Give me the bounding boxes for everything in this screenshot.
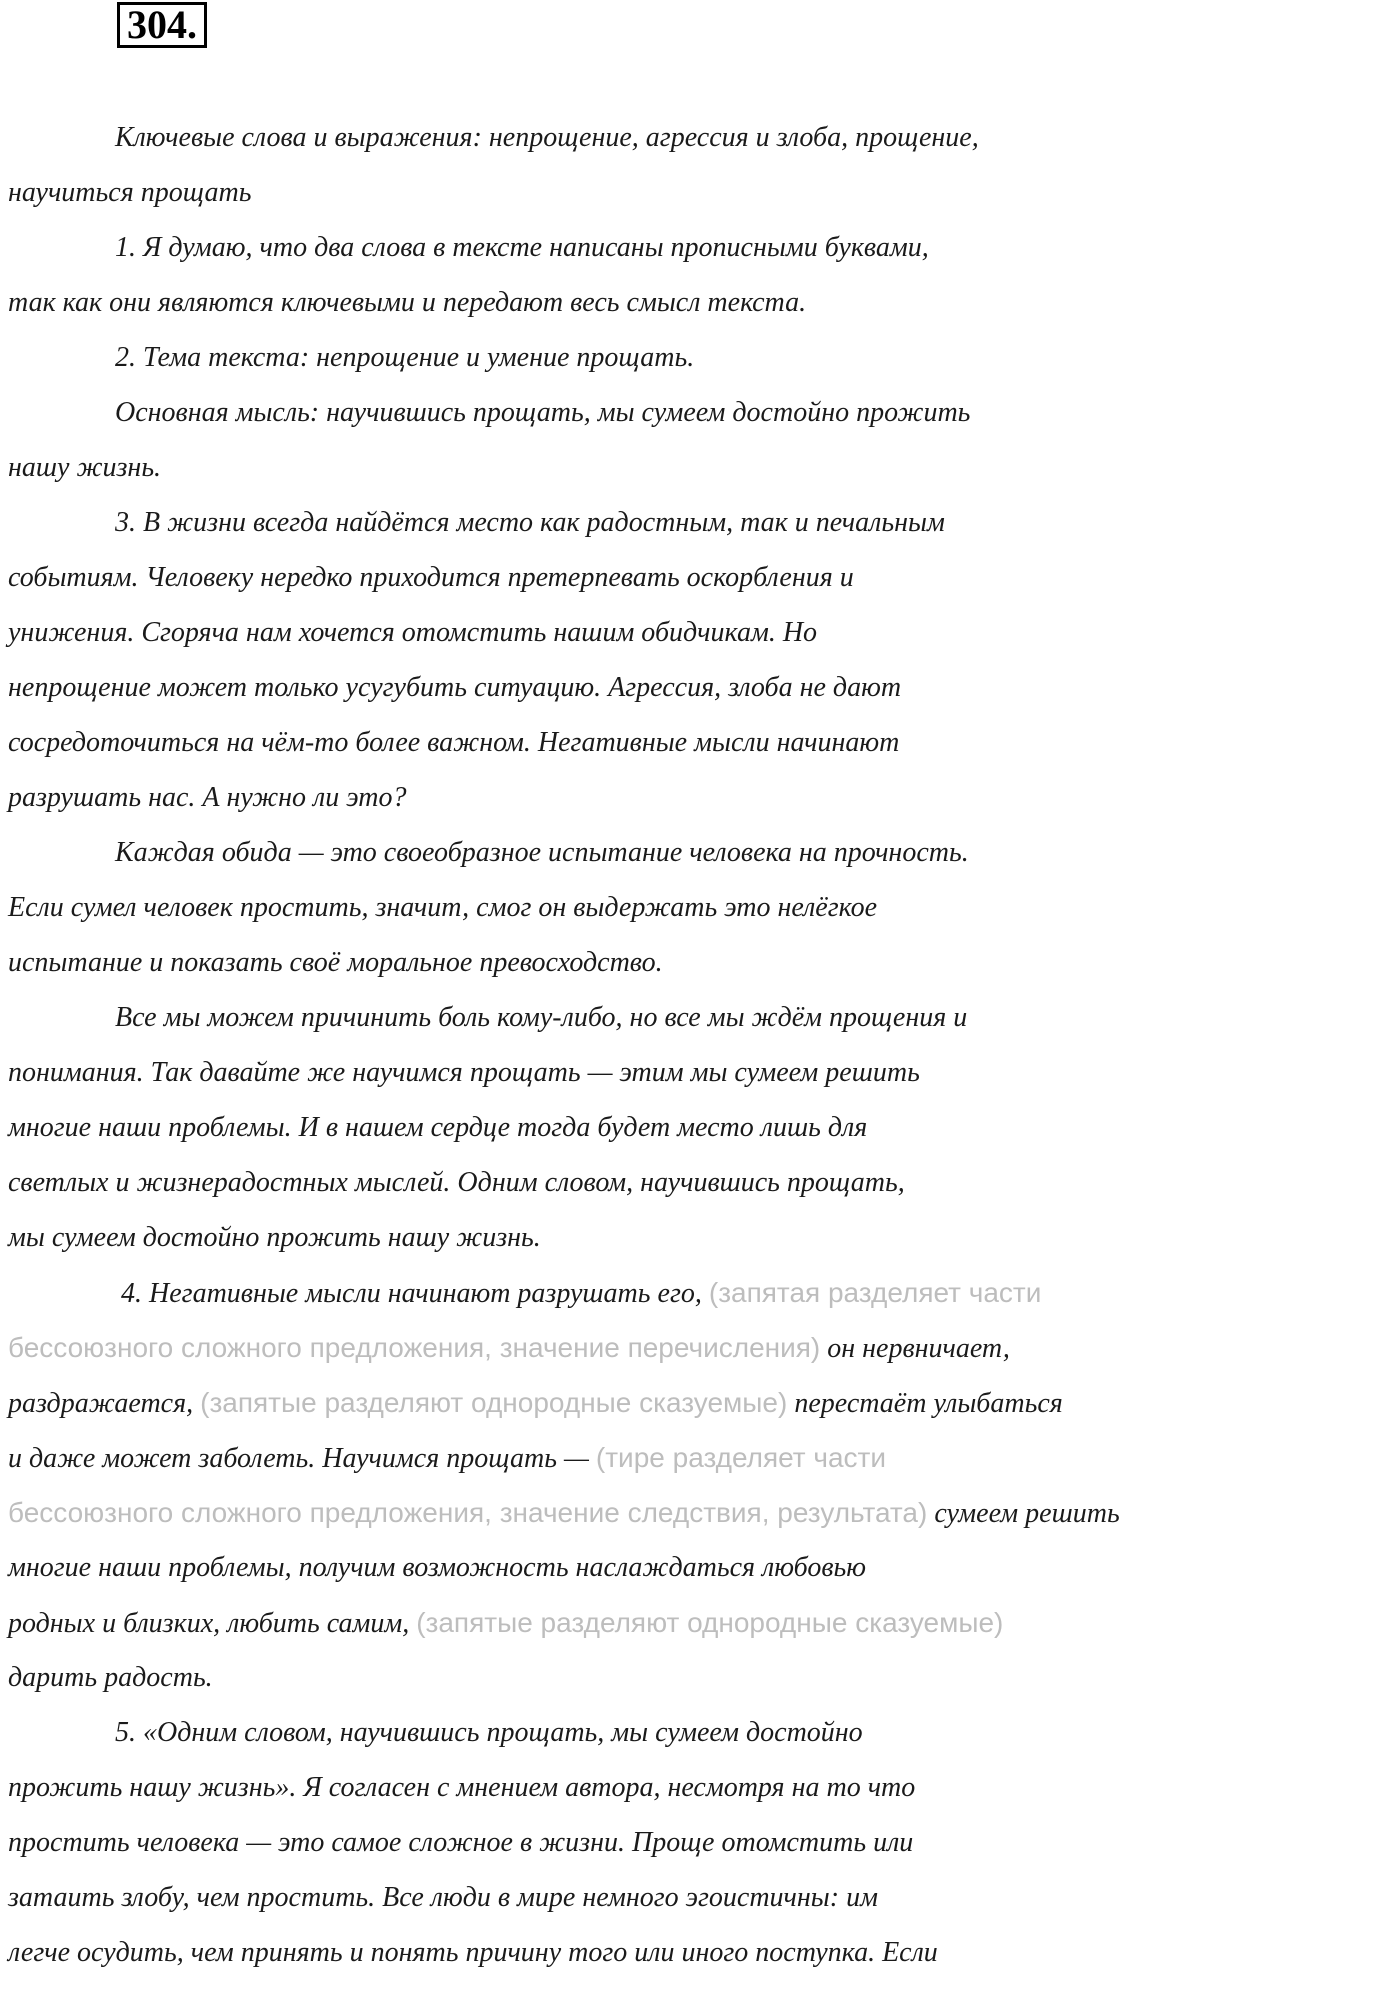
line-text: дарить радость. [8, 1662, 213, 1693]
line-text: Каждая обида — это своеобразное испытание человека на прочность. [115, 837, 969, 868]
line-text: многие наши проблемы. И в нашем сердце тогда будет место лишь для [8, 1112, 868, 1143]
line-text: простить человека — это самое сложное в жизни. Проще отомстить или [8, 1827, 914, 1858]
line-text-continued: перестаёт улыбаться [787, 1388, 1063, 1419]
text-line [8, 990, 1398, 1045]
line-text: затаить злобу, чем простить. Все люди в мире немного эгоистичны: им [8, 1882, 878, 1913]
text-line [8, 1155, 1398, 1210]
line-text: испытание и показать своё моральное превосходство. [8, 947, 663, 978]
text-line [8, 550, 1398, 605]
text-line [8, 440, 1398, 495]
line-text: Все мы можем причинить боль кому-либо, но все мы ждём прощения и [115, 1002, 968, 1033]
line-text: унижения. Сгоряча нам хочется отомстить нашим обидчикам. Но [8, 617, 818, 648]
text-line [8, 1430, 1398, 1485]
line-text: прожить нашу жизнь». Я согласен с мнением автора, несмотря на то что [8, 1772, 916, 1803]
punctuation-note: (запятая разделяет части [708, 1277, 1042, 1308]
line-text: событиям. Человеку нередко приходится претерпевать оскорбления и [8, 562, 854, 593]
text-line [8, 1485, 1398, 1540]
punctuation-note: (запятые разделяют однородные сказуемые) [200, 1387, 788, 1418]
text-line [8, 1595, 1398, 1650]
text-line [8, 220, 1398, 275]
punctuation-note: бессоюзного сложного предложения, значение следствия, результата) [8, 1497, 928, 1528]
text-line [8, 1870, 1398, 1925]
punctuation-note: (запятые разделяют однородные сказуемые) [416, 1607, 1004, 1638]
line-text: Если сумел человек простить, значит, смог он выдержать это нелёгкое [8, 892, 878, 923]
line-text: Основная мысль: научившись прощать, мы сумеем достойно прожить [115, 397, 971, 428]
answer-text [8, 110, 1398, 1980]
text-line [8, 1760, 1398, 1815]
line-text: легче осудить, чем принять и понять причину того или иного поступка. Если [8, 1937, 938, 1968]
text-line [8, 330, 1398, 385]
line-text: мы сумеем достойно прожить нашу жизнь. [8, 1222, 541, 1253]
task-number-badge: 304. [117, 2, 207, 48]
text-line [8, 1540, 1398, 1595]
text-line [8, 1045, 1398, 1100]
line-text-continued: сумеем решить [927, 1498, 1120, 1529]
text-line [8, 1100, 1398, 1155]
text-line [8, 825, 1398, 880]
line-text: светлых и жизнерадостных мыслей. Одним словом, научившись прощать, [8, 1167, 905, 1198]
text-line [8, 715, 1398, 770]
line-text: 2. Тема текста: непрощение и умение прощать. [115, 342, 695, 373]
line-text: понимания. Так давайте же научимся прощать — этим мы сумеем решить [8, 1057, 920, 1088]
line-text: Ключевые слова и выражения: непрощение, агрессия и злоба, прощение, [115, 122, 979, 153]
text-line [8, 605, 1398, 660]
text-line [8, 935, 1398, 990]
line-text: сосредоточиться на чём-то более важном. Негативные мысли начинают [8, 727, 900, 758]
text-line [8, 495, 1398, 550]
text-line [8, 1320, 1398, 1375]
line-text: 1. Я думаю, что два слова в тексте написаны прописными буквами, [115, 232, 929, 263]
text-line [8, 165, 1398, 220]
text-line [8, 110, 1398, 165]
line-text: разрушать нас. А нужно ли это? [8, 782, 407, 813]
line-text-continued: он нервничает, [820, 1333, 1010, 1364]
text-line [8, 770, 1398, 825]
line-text: 4. Негативные мысли начинают разрушать его, [121, 1278, 709, 1309]
punctuation-note: бессоюзного сложного предложения, значение перечисления) [8, 1332, 821, 1363]
text-line [8, 1705, 1398, 1760]
punctuation-note: (тире разделяет части [595, 1442, 887, 1473]
line-text: научиться прощать [8, 177, 252, 208]
text-line [8, 1265, 1398, 1320]
text-line [8, 1375, 1398, 1430]
line-text: 5. «Одним словом, научившись прощать, мы сумеем достойно [115, 1717, 863, 1748]
text-line [8, 275, 1398, 330]
line-text: раздражается, [8, 1388, 201, 1419]
line-text: родных и близких, любить самим, [8, 1608, 417, 1639]
line-text: и даже может заболеть. Научимся прощать — [8, 1443, 596, 1474]
text-line [8, 1815, 1398, 1870]
line-text: так как они являются ключевыми и передают весь смысл текста. [8, 287, 807, 318]
text-line [8, 385, 1398, 440]
text-line [8, 1925, 1398, 1980]
text-line [8, 1210, 1398, 1265]
line-text: нашу жизнь. [8, 452, 162, 483]
line-text: 3. В жизни всегда найдётся место как радостным, так и печальным [115, 507, 945, 538]
line-text: непрощение может только усугубить ситуацию. Агрессия, злоба не дают [8, 672, 902, 703]
text-line [8, 880, 1398, 935]
text-line [8, 1650, 1398, 1705]
text-line [8, 660, 1398, 715]
line-text: многие наши проблемы, получим возможность наслаждаться любовью [8, 1552, 866, 1583]
